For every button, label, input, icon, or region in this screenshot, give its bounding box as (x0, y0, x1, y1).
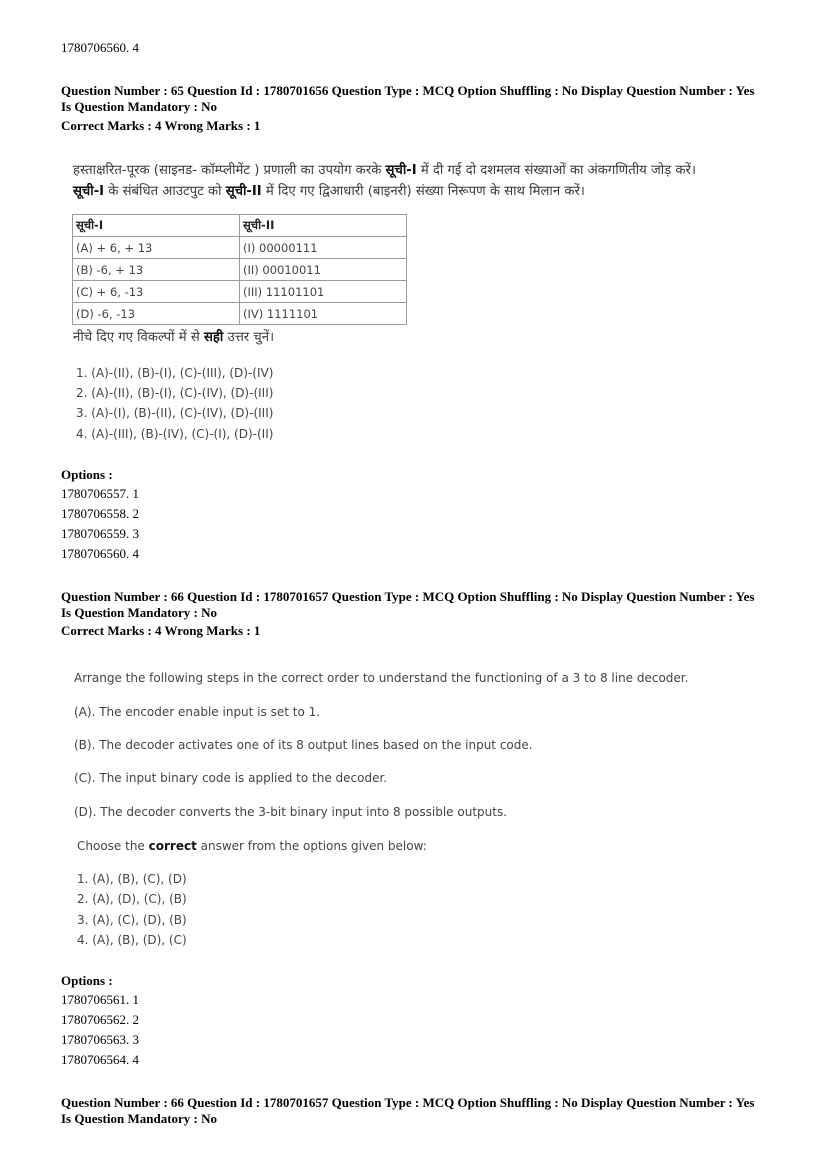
table-row (73, 303, 407, 325)
table-row (73, 237, 407, 259)
q66-choice-3: 3. (A), (C), (D), (B) (77, 913, 187, 927)
q65-choice-1: 1. (A)-(II), (B)-(I), (C)-(III), (D)-(IV) (76, 366, 274, 380)
table-header-list2: सूची-II (240, 215, 407, 237)
q66-option-2: 1780706562. 2 (61, 1012, 139, 1027)
q66-header-line1: Question Number : 66 Question Id : 1780701657 Question Type : MCQ Option Shuffling : No Display Question Number : Yes (61, 589, 755, 604)
q66-choice-4: 4. (A), (B), (D), (C) (77, 933, 187, 947)
table-row (73, 259, 407, 281)
q65-option-2: 1780706558. 2 (61, 506, 139, 521)
q66-header-line2: Is Question Mandatory : No (61, 605, 218, 620)
q65-intro-line1: हस्ताक्षरित-पूरक (साइनड- कॉम्प्लीमेंट ) प्रणाली का उपयोग करके सूची-I में दी गई दो दशमलव संख्याओं का अंकगणितीय जोड़ करें। (73, 163, 696, 178)
table-header-row (73, 215, 407, 237)
q65-options-label: Options : (61, 467, 113, 482)
q65-marks: Correct Marks : 4 Wrong Marks : 1 (61, 118, 261, 133)
q65-header-line2: Is Question Mandatory : No (61, 99, 218, 114)
table-cell: (IV) 1111101 (240, 303, 407, 325)
q66b-header-line2: Is Question Mandatory : No (61, 1111, 218, 1126)
q66-choice-2: 2. (A), (D), (C), (B) (77, 892, 187, 906)
q66-choose-instruction: Choose the correct answer from the options given below: (77, 839, 427, 853)
q65-choice-4: 4. (A)-(III), (B)-(IV), (C)-(I), (D)-(II) (76, 427, 274, 441)
table-cell: (B) -6, + 13 (73, 259, 240, 281)
table-cell: (C) + 6, -13 (73, 281, 240, 303)
q65-choose-instruction: नीचे दिए गए विकल्पों में से सही उत्तर चुनें। (73, 330, 275, 345)
table-header-list1: सूची-I (73, 215, 240, 237)
q66-step-d: (D). The decoder converts the 3-bit binary input into 8 possible outputs. (74, 805, 508, 819)
table-cell: (III) 11101101 (240, 281, 407, 303)
q66-options-label: Options : (61, 973, 113, 988)
previous-option-4: 1780706560. 4 (61, 40, 139, 55)
table-cell: (I) 00000111 (240, 237, 407, 259)
q65-choice-2: 2. (A)-(II), (B)-(I), (C)-(IV), (D)-(III) (76, 386, 274, 400)
q66-option-1: 1780706561. 1 (61, 992, 139, 1007)
q66-choice-1: 1. (A), (B), (C), (D) (77, 872, 187, 886)
q65-header-line1: Question Number : 65 Question Id : 1780701656 Question Type : MCQ Option Shuffling : No Display Question Number : Yes (61, 83, 755, 98)
q65-intro-line2: सूची-I के संबंधित आउटपुट को सूची-II में दिए गए द्विआधारी (बाइनरी) संख्या निरूपण के साथ मिलान करें। (73, 184, 585, 199)
q66-prompt: Arrange the following steps in the correct order to understand the functioning of a 3 to 8 line decoder. (74, 671, 689, 685)
table-cell: (II) 00010011 (240, 259, 407, 281)
table-cell: (D) -6, -13 (73, 303, 240, 325)
q66b-header-line1: Question Number : 66 Question Id : 1780701657 Question Type : MCQ Option Shuffling : No Display Question Number : Yes (61, 1095, 755, 1110)
q66-step-a: (A). The encoder enable input is set to 1. (74, 705, 321, 719)
q66-option-3: 1780706563. 3 (61, 1032, 139, 1047)
q65-option-3: 1780706559. 3 (61, 526, 139, 541)
table-row (73, 281, 407, 303)
q66-option-4: 1780706564. 4 (61, 1052, 139, 1067)
q65-option-1: 1780706557. 1 (61, 486, 139, 501)
q66-marks: Correct Marks : 4 Wrong Marks : 1 (61, 623, 261, 638)
q65-option-4: 1780706560. 4 (61, 546, 139, 561)
q65-choice-3: 3. (A)-(I), (B)-(II), (C)-(IV), (D)-(III) (76, 406, 274, 420)
q66-step-c: (C). The input binary code is applied to the decoder. (74, 771, 388, 785)
q66-step-b: (B). The decoder activates one of its 8 output lines based on the input code. (74, 738, 533, 752)
table-cell: (A) + 6, + 13 (73, 237, 240, 259)
q65-match-table (72, 214, 407, 325)
